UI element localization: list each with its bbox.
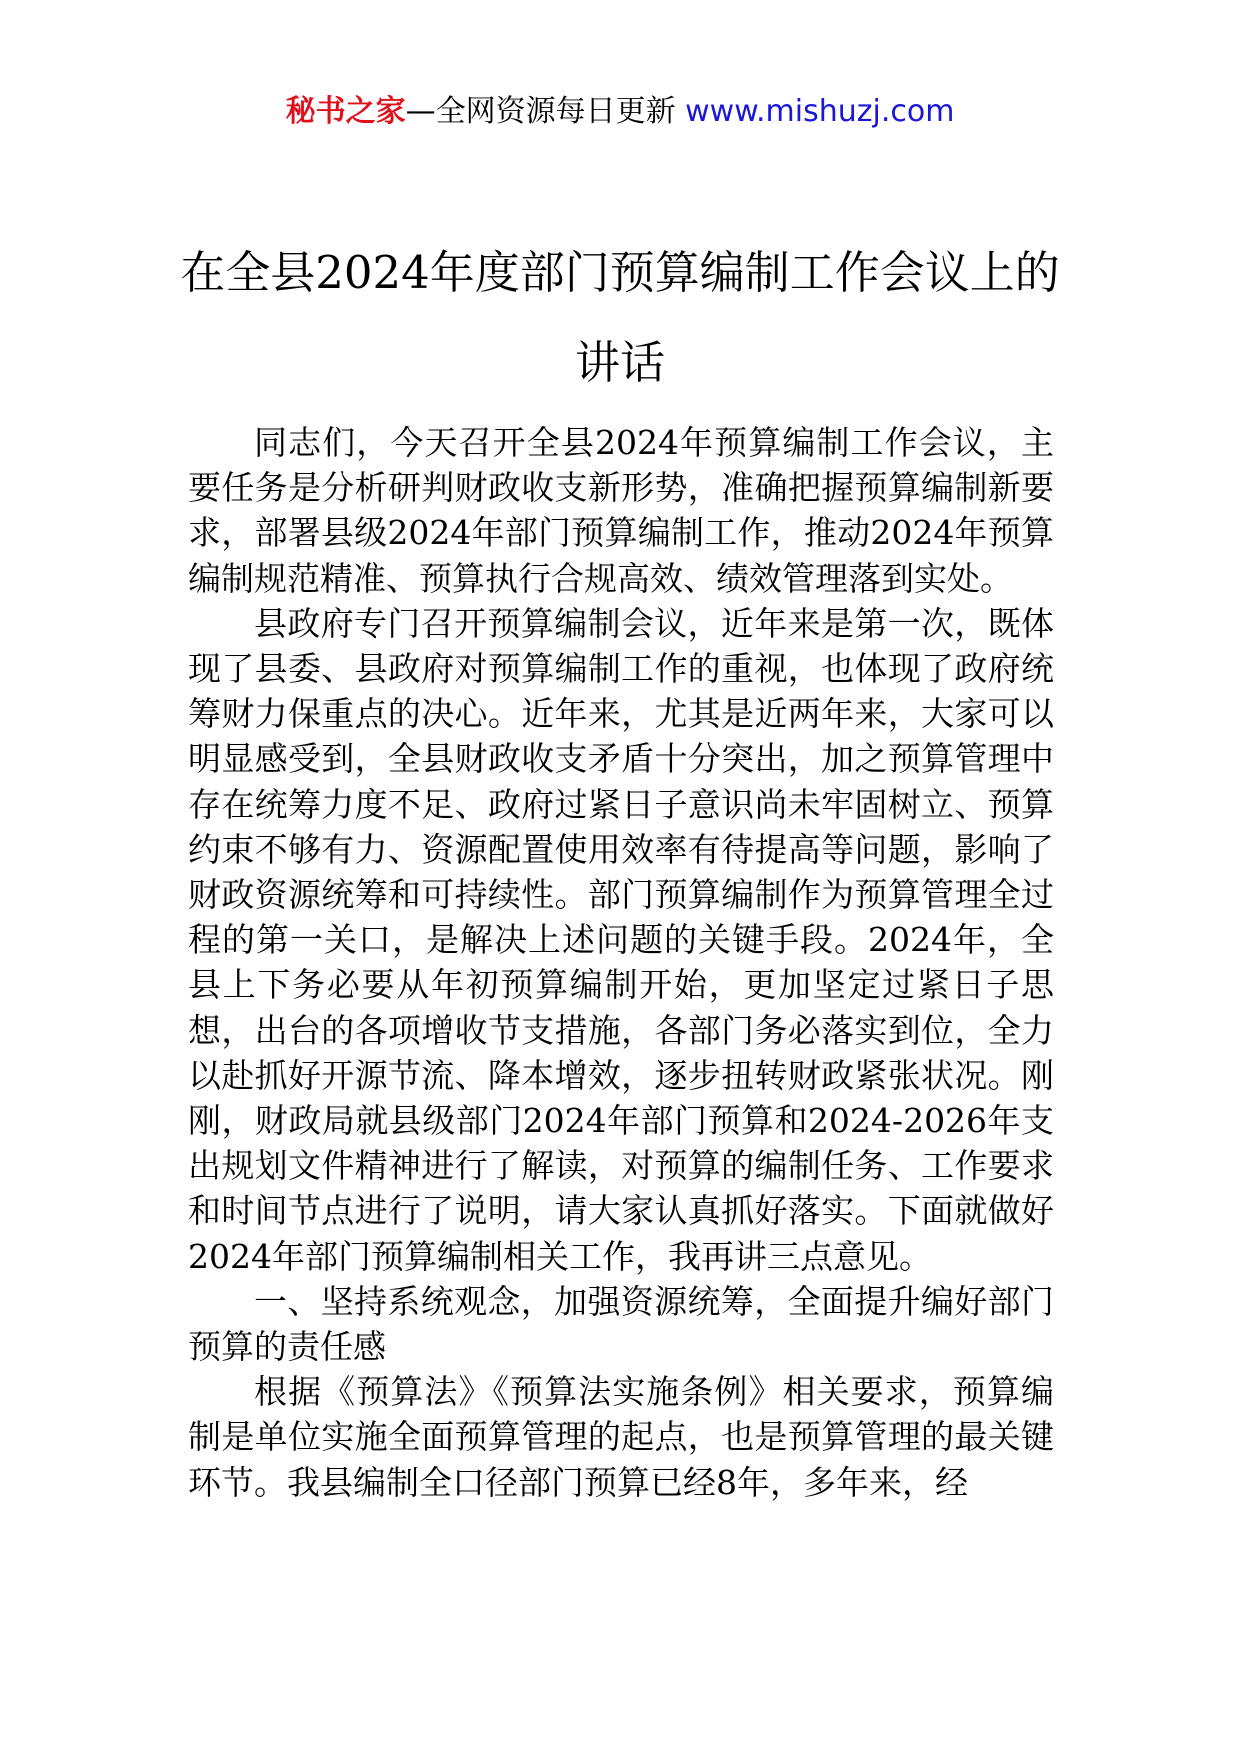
document-title: 在全县2024年度部门预算编制工作会议上的讲话 — [180, 246, 1060, 389]
site-url-link[interactable]: www.mishuzj.com — [685, 94, 955, 129]
paragraph-opening: 同志们，今天召开全县2024年预算编制工作会议，主要任务是分析研判财政收支新形势，准确把握预算编制新要求，部署县级2024年部门预算编制工作，推动2024年预算编制规范精准、预算执行合规高效、绩效管理落到实处。 — [188, 423, 1054, 598]
site-tagline: —全网资源每日更新 — [405, 94, 686, 129]
site-header — [0, 92, 1240, 132]
document-body — [188, 420, 1054, 1505]
section-heading-1: 一、坚持系统观念，加强资源统筹，全面提升编好部门预算的责任感 — [188, 1281, 1054, 1367]
paragraph-section-1: 根据《预算法》《预算法实施条例》相关要求，预算编制是单位实施全面预算管理的起点，也是预算管理的最关键环节。我县编制全口径部门预算已经8年，多年来，经 — [188, 1372, 1054, 1502]
site-brand: 秘书之家 — [285, 94, 406, 129]
paragraph-background: 县政府专门召开预算编制会议，近年来是第一次，既体现了县委、县政府对预算编制工作的重视，也体现了政府统筹财力保重点的决心。近年来，尤其是近两年来，大家可以明显感受到，全县财政收支矛盾十分突出，加之预算管理中存在统筹力度不足、政府过紧日子意识尚未牢固树立、预算约束不够有力、资源配置使用效率有待提高等问题，影响了财政资源统筹和可持续性。部门预算编制作为预算管理全过程的第一关口，是解决上述问题的关键手段。2024年，全县上下务必要从年初预算编制开始，更加坚定过紧日子思想，出台的各项增收节支措施，各部门务必落实到位，全力以赴抓好开源节流、降本增效，逐步扭转财政紧张状况。刚刚，财政局就县级部门2024年部门预算和2024-2026年支出规划文件精神进行了解读，对预算的编制任务、工作要求和时间节点进行了说明，请大家认真抓好落实。下面就做好2024年部门预算编制相关工作，我再讲三点意见。 — [188, 603, 1054, 1276]
